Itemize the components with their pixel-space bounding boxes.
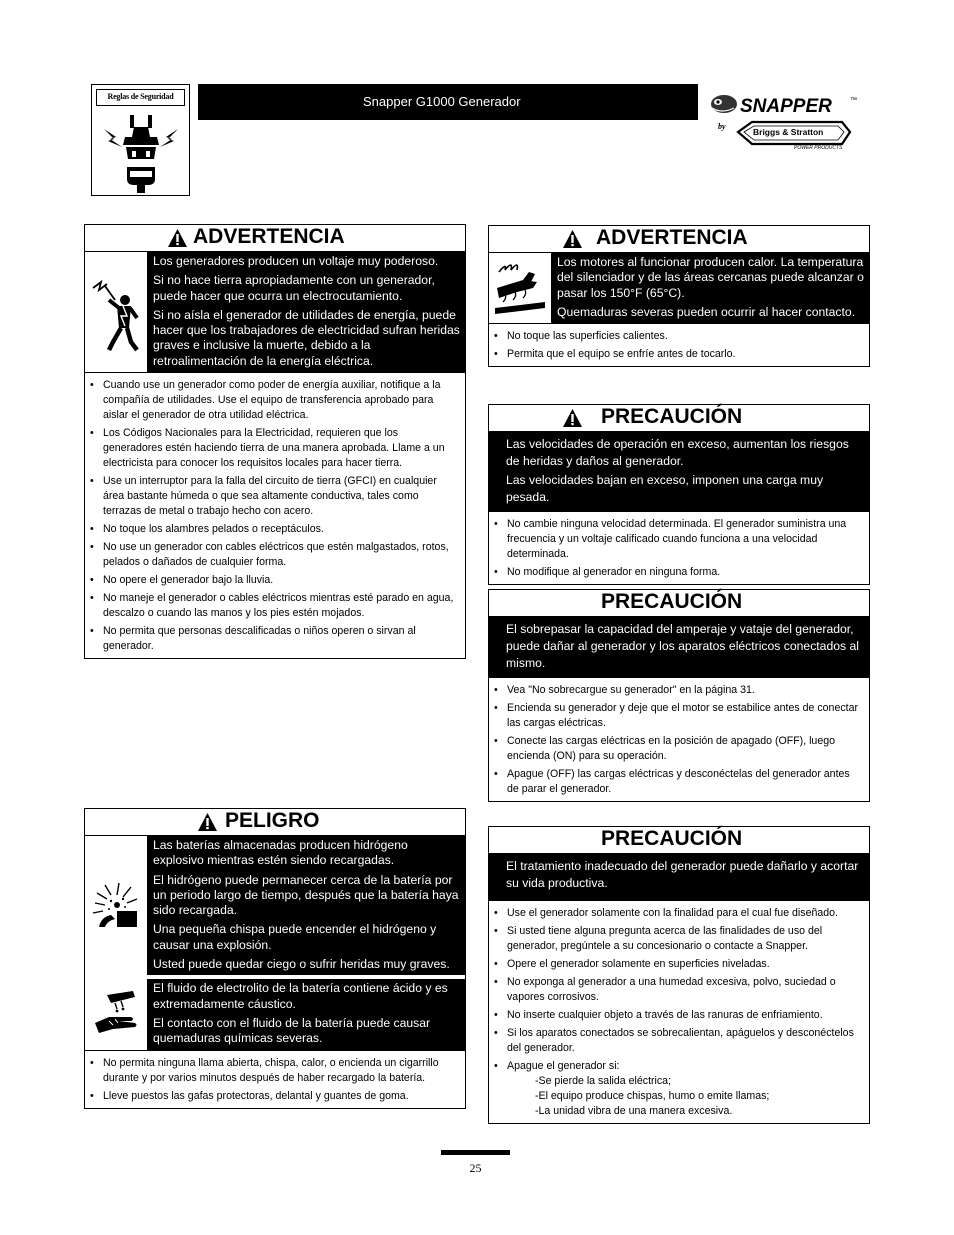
electric-plug-icon: [96, 109, 186, 193]
list-item: • No inserte cualquier objeto a través de las ranuras de enfriamiento.: [493, 1008, 863, 1023]
list-item: • Lleve puestos las gafas protectoras, delantal y guantes de goma.: [89, 1089, 459, 1104]
sub-item: -Se pierde la salida eléctrica;: [535, 1075, 672, 1087]
safety-list: [489, 323, 869, 366]
header-title-bar: Snapper G1000 Generador: [198, 84, 698, 120]
list-item: • Encienda su generador y deje que el motor se estabilice antes de conectar las cargas eléctricas.: [493, 701, 863, 731]
box-heading: [489, 590, 869, 616]
safety-list: [85, 372, 465, 658]
safety-list: [489, 677, 869, 801]
box-heading: [489, 827, 869, 853]
warning-triangle-icon: [167, 228, 188, 248]
hazard-text: Las baterías almacenadas producen hidrógeno explosivo mientras estén siendo recargadas. El hidrógeno puede permanecer cerca de la batería por un periodo largo de tiempo, después que la batería haya sido recargada. Una pequeña chispa puede encender el hidrógeno y causar una explosión. Usted puede quedar ciego o sufrir heridas muy graves.: [148, 836, 465, 975]
caution-text: El tratamiento inadecuado del generador puede dañarlo y acortar su vida productiva.: [489, 853, 869, 900]
box-heading-text: PELIGRO: [225, 809, 320, 832]
list-item: • No exponga al generador a una humedad excesiva, polvo, suciedad o vapores corrosivos.: [493, 975, 863, 1005]
caution-speed-box: [488, 404, 870, 585]
sub-item: -El equipo produce chispas, humo o emite llamas;: [535, 1090, 770, 1102]
warning-electrical-box: [84, 224, 466, 659]
list-item: • No toque las superficies calientes.: [493, 329, 863, 344]
list-item: • No opere el generador bajo la lluvia.: [89, 573, 459, 588]
box-heading: [85, 225, 465, 251]
electrocution-icon: [85, 252, 148, 372]
chemical-burn-icon: [85, 979, 148, 1049]
caution-misuse-box: [488, 826, 870, 1124]
box-heading: [85, 809, 465, 835]
brand-logo: [708, 88, 868, 158]
list-item: • No permita que personas descalificadas o niños operen o sirvan al generador.: [89, 624, 459, 654]
list-item: • Apague el generador si: -Se pierde la salida eléctrica; -El equipo produce chispas, humo o emite llamas; -La unidad vibra de una manera excesiva.: [493, 1059, 863, 1119]
list-item: • Cuando use un generador como poder de energía auxiliar, notifique a la compañía de utilidades. Use el equipo de transferencia aprobado para aislar el generador de otra utilidad eléctrica.: [89, 378, 459, 423]
safety-rules-logo: [91, 84, 190, 196]
warning-triangle-icon: [197, 812, 218, 832]
safety-list: [489, 900, 869, 1123]
caution-overload-box: [488, 589, 870, 802]
hazard-text: Los motores al funcionar producen calor. La temperatura del silenciador y de las áreas cercanas puede alcanzar o pasar los 150°F (65°C). Quemaduras severas pueden ocurrir al hacer contacto.: [552, 253, 869, 323]
box-heading: [489, 226, 869, 252]
hazard-text: Los generadores producen un voltaje muy poderoso. Si no hace tierra apropiadamente con un generador, puede hacer que ocurra un electrocutamiento. Si no aísla el generador de utilidades de energía, puede hacer que los trabajadores de electricidad sufran heridas graves e inclusive la muerte, debido a la retroalimentación de la energía eléctrica.: [148, 252, 465, 372]
list-item: • Permita que el equipo se enfríe antes de tocarlo.: [493, 347, 863, 362]
page-number: 25: [441, 1150, 510, 1176]
explosion-icon: [85, 836, 148, 975]
box-heading-text: ADVERTENCIA: [596, 226, 748, 249]
warning-triangle-icon: [562, 229, 583, 249]
list-item: • Use un interruptor para la falla del circuito de tierra (GFCI) en cualquier área bastante húmeda o que sea altamente conductiva, tales como terrazas de metal o trabajo hecho con acero.: [89, 474, 459, 519]
safety-logo-title: Reglas de Seguridad: [96, 89, 185, 106]
list-item: • No toque los alambres pelados o receptáculos.: [89, 522, 459, 537]
list-item: • Vea "No sobrecargue su generador" en la página 31.: [493, 683, 863, 698]
list-item: • Conecte las cargas eléctricas en la posición de apagado (OFF), luego encienda (ON) para su operación.: [493, 734, 863, 764]
list-item: • No permita ninguna llama abierta, chispa, calor, o encienda un cigarrillo durante y por varios minutos después de haber recargado la batería.: [89, 1056, 459, 1086]
box-heading-text: PRECAUCIÓN: [601, 590, 743, 613]
caution-text: El sobrepasar la capacidad del amperaje y vataje del generador, puede dañar al generador y los aparatos eléctricos conectados al mismo.: [489, 616, 869, 677]
svg-text:by: by: [718, 122, 726, 131]
warning-hot-surface-box: [488, 225, 870, 367]
box-heading-text: PRECAUCIÓN: [601, 405, 743, 428]
box-heading-text: ADVERTENCIA: [193, 225, 345, 248]
caution-text: Las velocidades de operación en exceso, aumentan los riesgos de heridas y daños al generador. Las velocidades bajan en exceso, imponen una carga muy pesada.: [489, 431, 869, 511]
warning-triangle-icon: [562, 408, 583, 428]
brand-partner: Briggs & Stratton: [753, 127, 824, 137]
safety-list: [85, 1050, 465, 1108]
svg-text:POWER PRODUCTS: POWER PRODUCTS: [794, 145, 843, 151]
danger-battery-box: [84, 808, 466, 1109]
turtle-mascot-icon: [711, 95, 737, 113]
hot-surface-icon: [489, 253, 552, 323]
box-heading: [489, 405, 869, 431]
list-item: • No modifique al generador en ninguna forma.: [493, 565, 863, 580]
list-item: • No maneje el generador o cables eléctricos mientras esté parado en agua, descalzo o cuando las manos y los pies estén mojados.: [89, 591, 459, 621]
list-item: • Use el generador solamente con la finalidad para el cual fue diseñado.: [493, 906, 863, 921]
box-heading-text: PRECAUCIÓN: [601, 827, 743, 850]
safety-list: [489, 511, 869, 584]
hazard-text: El fluido de electrolito de la batería contiene ácido y es extremadamente cáustico. El contacto con el fluido de la batería puede causar quemaduras químicas severas.: [148, 979, 465, 1049]
list-item: • Si usted tiene alguna pregunta acerca de las finalidades de uso del generador, pregúntele a su concesionario o contacte a Snapper.: [493, 924, 863, 954]
sub-item: -La unidad vibra de una manera excesiva.: [535, 1105, 733, 1117]
list-item: • Si los aparatos conectados se sobrecalientan, apáguelos y desconéctelos del generador.: [493, 1026, 863, 1056]
list-item: • Opere el generador solamente en superficies niveladas.: [493, 957, 863, 972]
list-item: • Apague (OFF) las cargas eléctricas y desconéctelas del generador antes de parar el generador.: [493, 767, 863, 797]
list-item: • No cambie ninguna velocidad determinada. El generador suministra una frecuencia y un voltaje calificado cuando funciona a una velocidad determinada.: [493, 517, 863, 562]
list-item: • Los Códigos Nacionales para la Electricidad, requieren que los generadores estén haciendo tierra de una manera aprobada. Llame a un electricista para conocer los requisitos locales para hacer tierra.: [89, 426, 459, 471]
list-item: • No use un generador con cables eléctricos que estén malgastados, rotos, pelados o dañados de cualquier forma.: [89, 540, 459, 570]
svg-text:™: ™: [850, 97, 857, 104]
brand-name: SNAPPER: [740, 96, 832, 117]
